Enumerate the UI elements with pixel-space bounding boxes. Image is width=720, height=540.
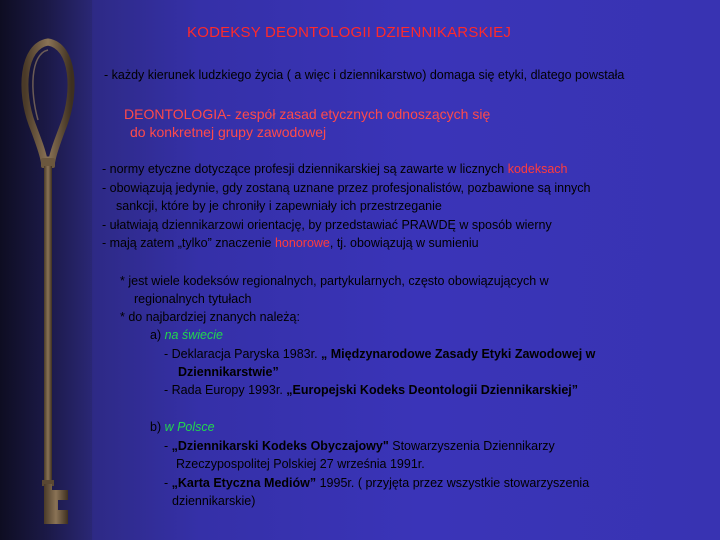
poland-item-2-text: 1995r. ( przyjęta przez wszystkie stowarzyszenia (316, 476, 590, 490)
world-item-1-text: - Deklaracja Paryska 1983r. (164, 347, 322, 361)
bullet-1-highlight: kodeksach (507, 162, 568, 176)
bullet-item-3: - ułatwiają dziennikarzowi orientację, by przedstawiać PRAWDĘ w sposób wierny (102, 218, 552, 232)
poland-item-1-text: Stowarzyszenia Dziennikarzy (388, 439, 555, 453)
bullet-item-2-cont: sankcji, które by je chroniły i zapewniały ich przestrzeganie (116, 199, 442, 213)
bullet-item-2: - obowiązują jedynie, gdy zostaną uznane przez profesjonalistów, pozbawione są innych (102, 181, 591, 195)
world-item-1-title-cont: Dziennikarstwie” (178, 365, 279, 379)
poland-item-2-dash: - (164, 476, 172, 490)
bullet-item-1 (102, 162, 567, 176)
poland-item-2-title: „Karta Etyczna Mediów” (171, 476, 317, 490)
world-item-2 (164, 383, 578, 397)
poland-item-1-title: „Dziennikarski Kodeks Obyczajowy" (171, 439, 389, 453)
bullet-1-text: - normy etyczne dotyczące profesji dziennikarskiej są zawarte w licznych (102, 162, 508, 176)
bullet-4-text: - mają zatem „tylko” znaczenie (102, 236, 275, 250)
world-label: na świecie (164, 328, 223, 342)
poland-item-2-cont: dziennikarskie) (172, 494, 256, 508)
star-item-2: * do najbardziej znanych należą: (120, 310, 300, 324)
antique-key-icon (8, 32, 88, 532)
star-item-1: * jest wiele kodeksów regionalnych, partykularnych, często obowiązujących w (120, 274, 549, 288)
poland-label: w Polsce (164, 420, 215, 434)
poland-letter: b) (150, 420, 165, 434)
poland-item-1-dash: - (164, 439, 172, 453)
page-title: KODEKSY DEONTOLOGII DZIENNIKARSKIEJ (187, 24, 512, 41)
bullet-item-4 (102, 236, 479, 250)
world-item-2-text: - Rada Europy 1993r. (164, 383, 287, 397)
world-item-2-title: „Europejski Kodeks Deontologii Dziennikarskiej” (286, 383, 579, 397)
intro-text: - każdy kierunek ludzkiego życia ( a więc i dziennikarstwo) domaga się etyki, dlatego powstała (104, 68, 625, 82)
world-heading (150, 328, 223, 342)
definition-line-2: do konkretnej grupy zawodowej (130, 124, 327, 140)
poland-item-2 (164, 476, 589, 490)
poland-item-1 (164, 439, 555, 453)
poland-heading (150, 420, 215, 434)
poland-item-1-cont: Rzeczypospolitej Polskiej 27 września 1991r. (176, 457, 425, 471)
world-item-1 (164, 347, 595, 361)
star-item-1-cont: regionalnych tytułach (134, 292, 252, 306)
bullet-4-text-end: , tj. obowiązują w sumieniu (329, 236, 479, 250)
world-item-1-title: „ Międzynarodowe Zasady Etyki Zawodowej w (321, 347, 596, 361)
world-letter: a) (150, 328, 165, 342)
definition-line-1: DEONTOLOGIA- zespół zasad etycznych odnoszących się (124, 106, 491, 122)
bullet-4-highlight: honorowe (274, 236, 330, 250)
world-item-1-cont (178, 365, 279, 379)
